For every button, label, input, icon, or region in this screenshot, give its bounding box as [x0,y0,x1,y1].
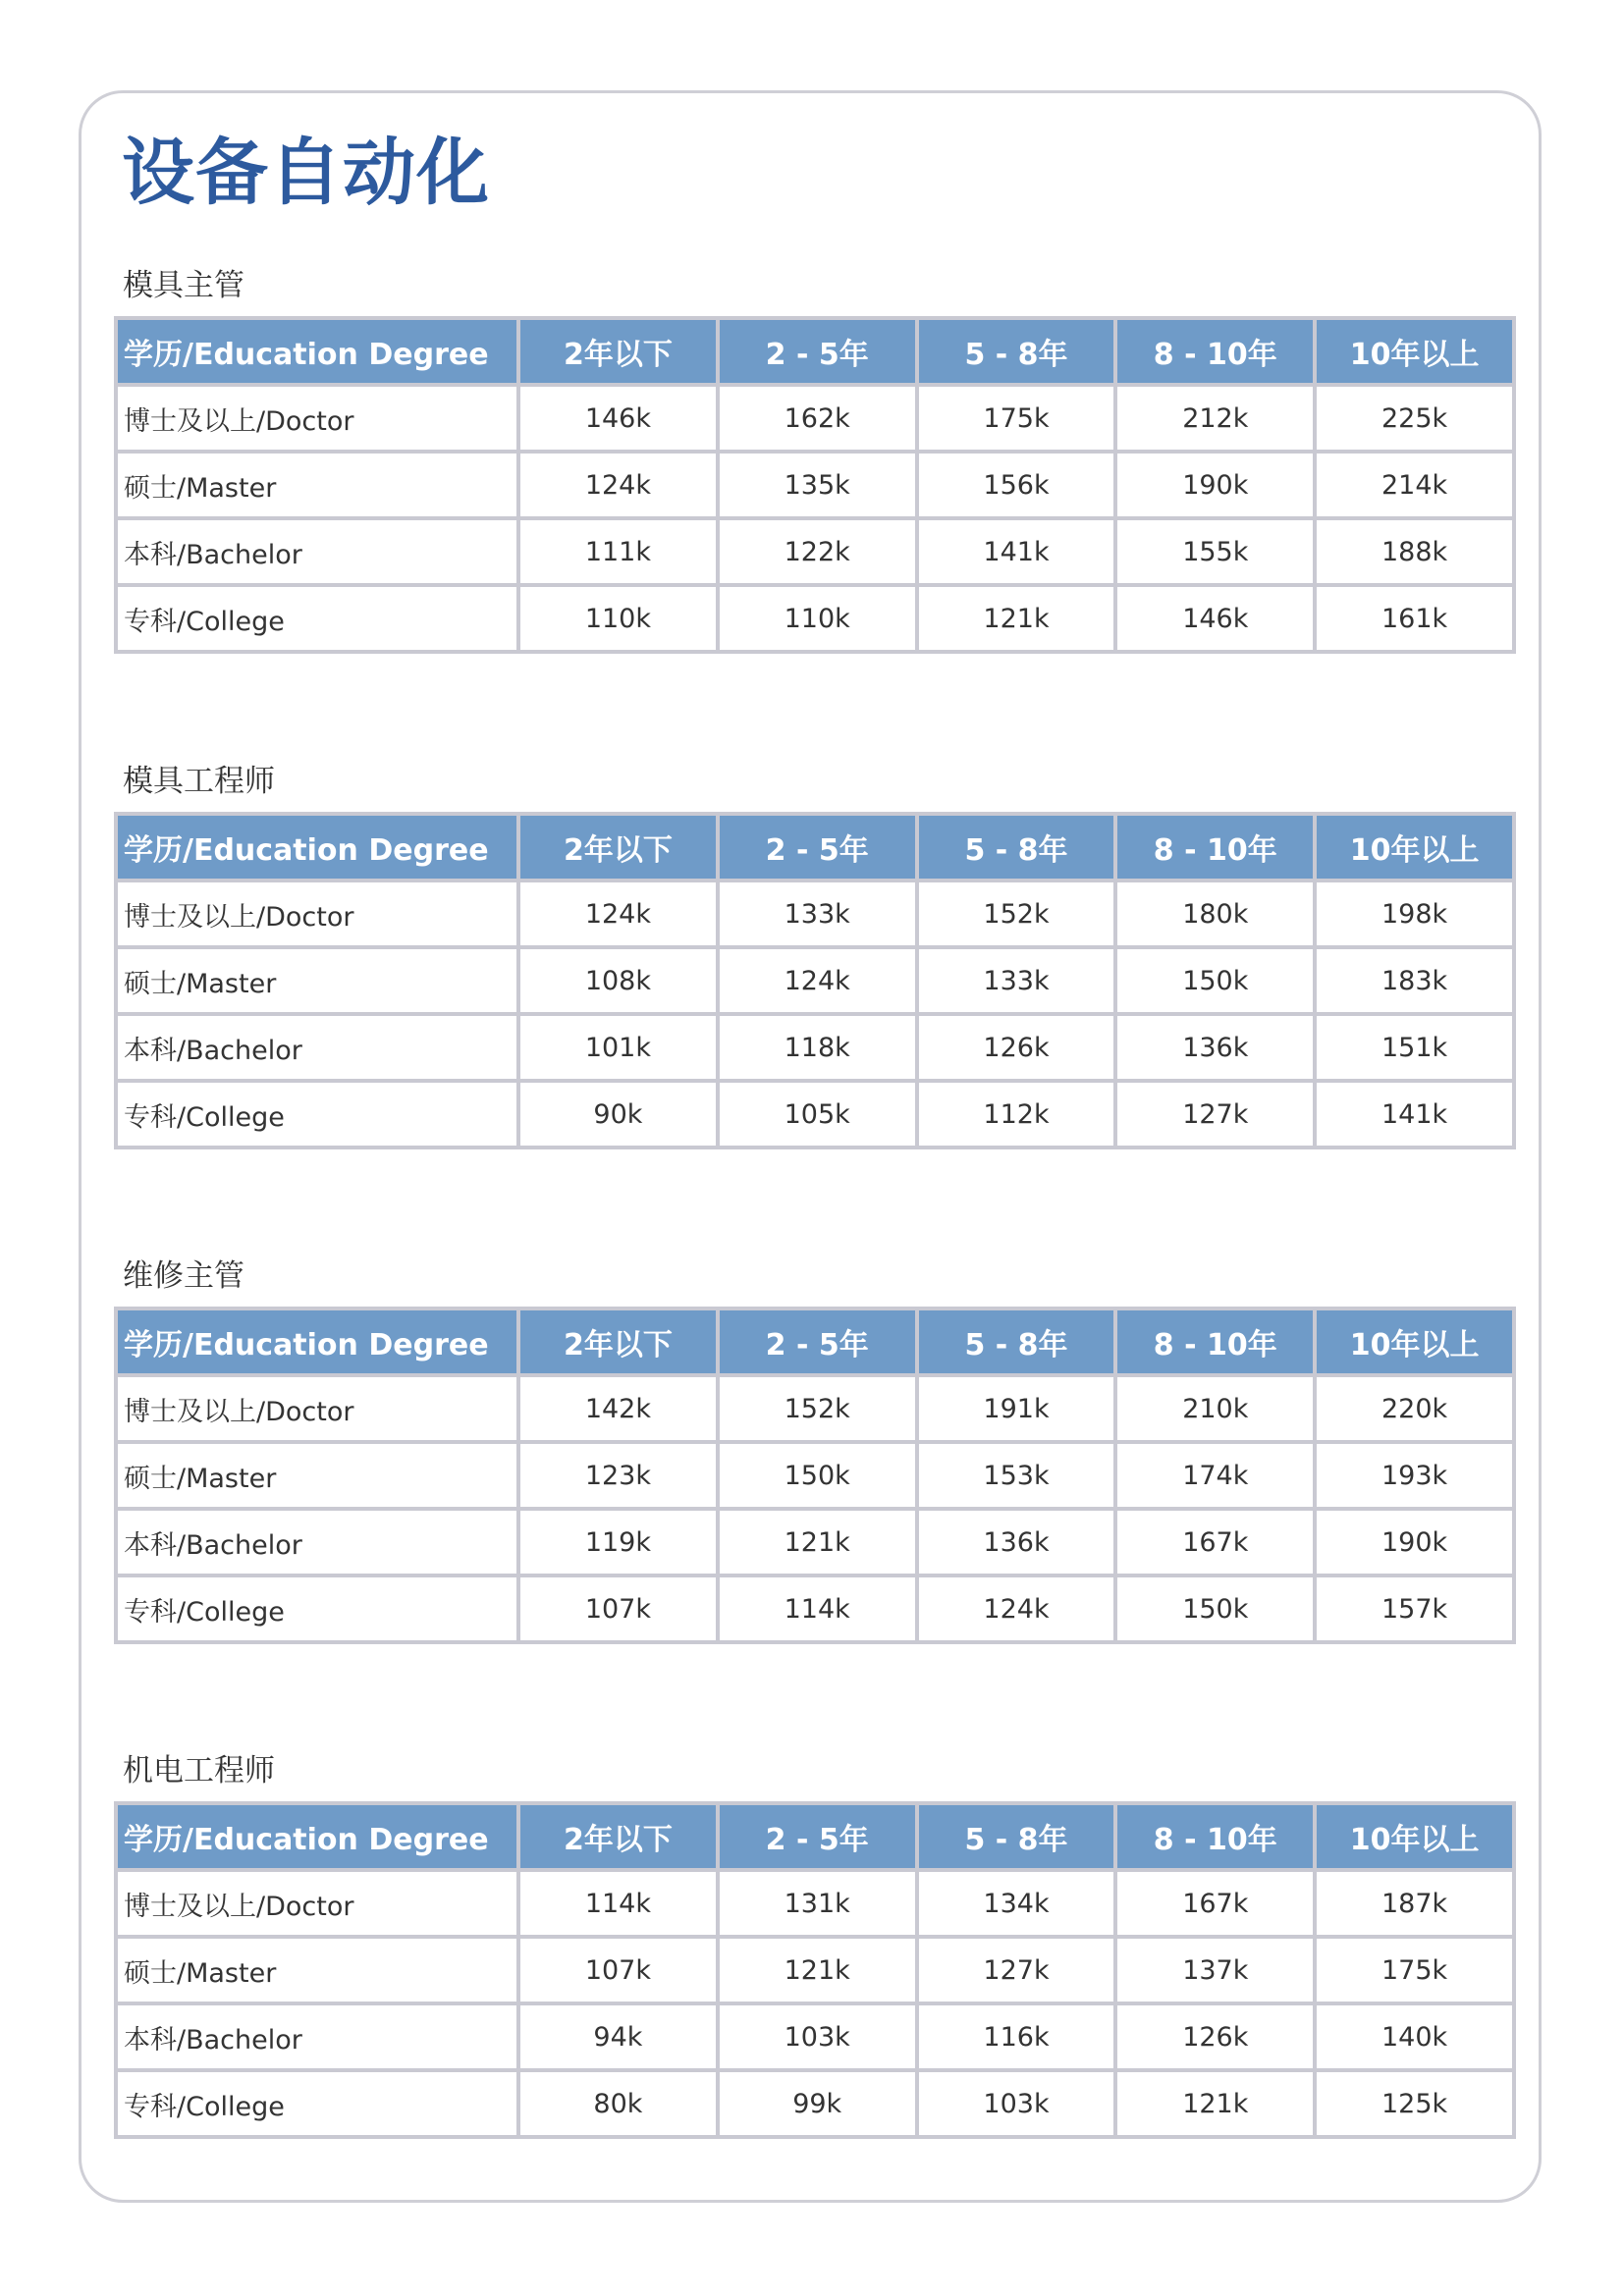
salary-cell: 124k [518,881,718,947]
salary-cell: 190k [1315,1509,1514,1575]
salary-cell: 103k [718,2003,917,2070]
salary-cell: 157k [1315,1575,1514,1642]
header-years: 2 - 5年 [718,1803,917,1870]
salary-cell: 124k [718,947,917,1014]
salary-cell: 112k [917,1081,1116,1148]
table-row [116,881,1514,947]
salary-cell: 220k [1315,1375,1514,1442]
table-row [116,947,1514,1014]
salary-cell: 127k [1115,1081,1315,1148]
salary-cell: 94k [518,2003,718,2070]
salary-cell: 137k [1115,1937,1315,2003]
salary-cell: 190k [1115,452,1315,518]
salary-cell: 131k [718,1870,917,1937]
salary-cell: 150k [718,1442,917,1509]
salary-cell: 125k [1315,2070,1514,2137]
salary-cell: 121k [718,1509,917,1575]
salary-cell: 140k [1315,2003,1514,2070]
salary-table [114,812,1516,1149]
section-title: 机电工程师 [123,1753,275,1789]
degree-cell: 专科/College [116,2070,518,2137]
degree-cell: 专科/College [116,585,518,652]
salary-cell: 121k [917,585,1116,652]
header-years: 8 - 10年 [1115,814,1315,881]
table-header-row [116,1308,1514,1375]
salary-cell: 114k [718,1575,917,1642]
salary-table [114,316,1516,654]
table-row [116,585,1514,652]
salary-cell: 121k [718,1937,917,2003]
header-years: 5 - 8年 [917,1803,1116,1870]
salary-cell: 126k [1115,2003,1315,2070]
salary-cell: 212k [1115,385,1315,452]
salary-cell: 191k [917,1375,1116,1442]
salary-cell: 136k [917,1509,1116,1575]
salary-table [114,1801,1516,2139]
degree-cell: 本科/Bachelor [116,1509,518,1575]
degree-cell: 硕士/Master [116,947,518,1014]
salary-cell: 167k [1115,1870,1315,1937]
salary-cell: 99k [718,2070,917,2137]
table-row [116,1870,1514,1937]
table-row [116,1375,1514,1442]
salary-cell: 90k [518,1081,718,1148]
salary-cell: 210k [1115,1375,1315,1442]
salary-cell: 146k [518,385,718,452]
salary-cell: 126k [917,1014,1116,1081]
salary-cell: 183k [1315,947,1514,1014]
salary-cell: 119k [518,1509,718,1575]
salary-cell: 175k [917,385,1116,452]
degree-cell: 本科/Bachelor [116,518,518,585]
salary-cell: 101k [518,1014,718,1081]
salary-cell: 114k [518,1870,718,1937]
salary-cell: 124k [917,1575,1116,1642]
salary-cell: 146k [1115,585,1315,652]
salary-section-maintenance-supervisor [114,1252,1512,1644]
header-years: 2年以下 [518,1803,718,1870]
salary-cell: 135k [718,452,917,518]
salary-cell: 193k [1315,1442,1514,1509]
header-years: 8 - 10年 [1115,1308,1315,1375]
salary-cell: 123k [518,1442,718,1509]
salary-cell: 174k [1115,1442,1315,1509]
salary-cell: 110k [518,585,718,652]
salary-cell: 80k [518,2070,718,2137]
salary-cell: 133k [917,947,1116,1014]
salary-section-electromechanical-engineer [114,1746,1512,2139]
section-title: 模具主管 [123,268,244,303]
table-row [116,452,1514,518]
salary-cell: 141k [1315,1081,1514,1148]
salary-cell: 180k [1115,881,1315,947]
header-years: 2 - 5年 [718,318,917,385]
degree-cell: 本科/Bachelor [116,1014,518,1081]
salary-cell: 155k [1115,518,1315,585]
table-header-row [116,1803,1514,1870]
salary-cell: 142k [518,1375,718,1442]
salary-cell: 152k [917,881,1116,947]
table-row [116,1442,1514,1509]
salary-cell: 167k [1115,1509,1315,1575]
degree-cell: 博士及以上/Doctor [116,385,518,452]
table-header-row [116,814,1514,881]
table-row [116,385,1514,452]
salary-cell: 141k [917,518,1116,585]
header-years: 8 - 10年 [1115,1803,1315,1870]
header-years: 8 - 10年 [1115,318,1315,385]
salary-cell: 124k [518,452,718,518]
salary-cell: 133k [718,881,917,947]
salary-cell: 103k [917,2070,1116,2137]
header-years: 2 - 5年 [718,814,917,881]
salary-cell: 175k [1315,1937,1514,2003]
salary-cell: 150k [1115,947,1315,1014]
salary-cell: 150k [1115,1575,1315,1642]
header-years: 10年以上 [1315,814,1514,881]
header-years: 5 - 8年 [917,814,1116,881]
salary-cell: 198k [1315,881,1514,947]
salary-cell: 127k [917,1937,1116,2003]
table-row [116,1081,1514,1148]
salary-cell: 151k [1315,1014,1514,1081]
table-row [116,2003,1514,2070]
table-row [116,1575,1514,1642]
header-years: 5 - 8年 [917,318,1116,385]
header-degree: 学历/Education Degree [116,318,518,385]
section-title: 模具工程师 [123,764,275,799]
salary-section-mold-engineer [114,757,1512,1149]
table-header-row [116,318,1514,385]
salary-cell: 153k [917,1442,1116,1509]
header-years: 5 - 8年 [917,1308,1116,1375]
salary-cell: 118k [718,1014,917,1081]
salary-cell: 116k [917,2003,1116,2070]
header-years: 10年以上 [1315,318,1514,385]
salary-cell: 108k [518,947,718,1014]
salary-cell: 188k [1315,518,1514,585]
salary-cell: 214k [1315,452,1514,518]
degree-cell: 专科/College [116,1081,518,1148]
table-row [116,2070,1514,2137]
header-years: 10年以上 [1315,1308,1514,1375]
header-years: 2年以下 [518,814,718,881]
degree-cell: 专科/College [116,1575,518,1642]
degree-cell: 硕士/Master [116,1937,518,2003]
section-title: 维修主管 [123,1258,244,1294]
table-row [116,518,1514,585]
header-years: 2 - 5年 [718,1308,917,1375]
salary-table [114,1307,1516,1644]
degree-cell: 本科/Bachelor [116,2003,518,2070]
table-row [116,1509,1514,1575]
degree-cell: 硕士/Master [116,452,518,518]
salary-cell: 121k [1115,2070,1315,2137]
header-years: 2年以下 [518,1308,718,1375]
header-degree: 学历/Education Degree [116,1803,518,1870]
salary-cell: 122k [718,518,917,585]
salary-cell: 152k [718,1375,917,1442]
salary-cell: 134k [917,1870,1116,1937]
page-title: 设备自动化 [122,131,490,215]
header-degree: 学历/Education Degree [116,814,518,881]
salary-cell: 136k [1115,1014,1315,1081]
header-years: 10年以上 [1315,1803,1514,1870]
salary-cell: 156k [917,452,1116,518]
salary-cell: 107k [518,1575,718,1642]
degree-cell: 博士及以上/Doctor [116,1375,518,1442]
table-row [116,1014,1514,1081]
salary-cell: 111k [518,518,718,585]
salary-cell: 105k [718,1081,917,1148]
salary-cell: 187k [1315,1870,1514,1937]
salary-cell: 225k [1315,385,1514,452]
table-row [116,1937,1514,2003]
salary-cell: 110k [718,585,917,652]
header-degree: 学历/Education Degree [116,1308,518,1375]
salary-cell: 107k [518,1937,718,2003]
degree-cell: 硕士/Master [116,1442,518,1509]
salary-cell: 161k [1315,585,1514,652]
degree-cell: 博士及以上/Doctor [116,881,518,947]
header-years: 2年以下 [518,318,718,385]
salary-cell: 162k [718,385,917,452]
salary-section-mold-supervisor [114,261,1512,654]
degree-cell: 博士及以上/Doctor [116,1870,518,1937]
